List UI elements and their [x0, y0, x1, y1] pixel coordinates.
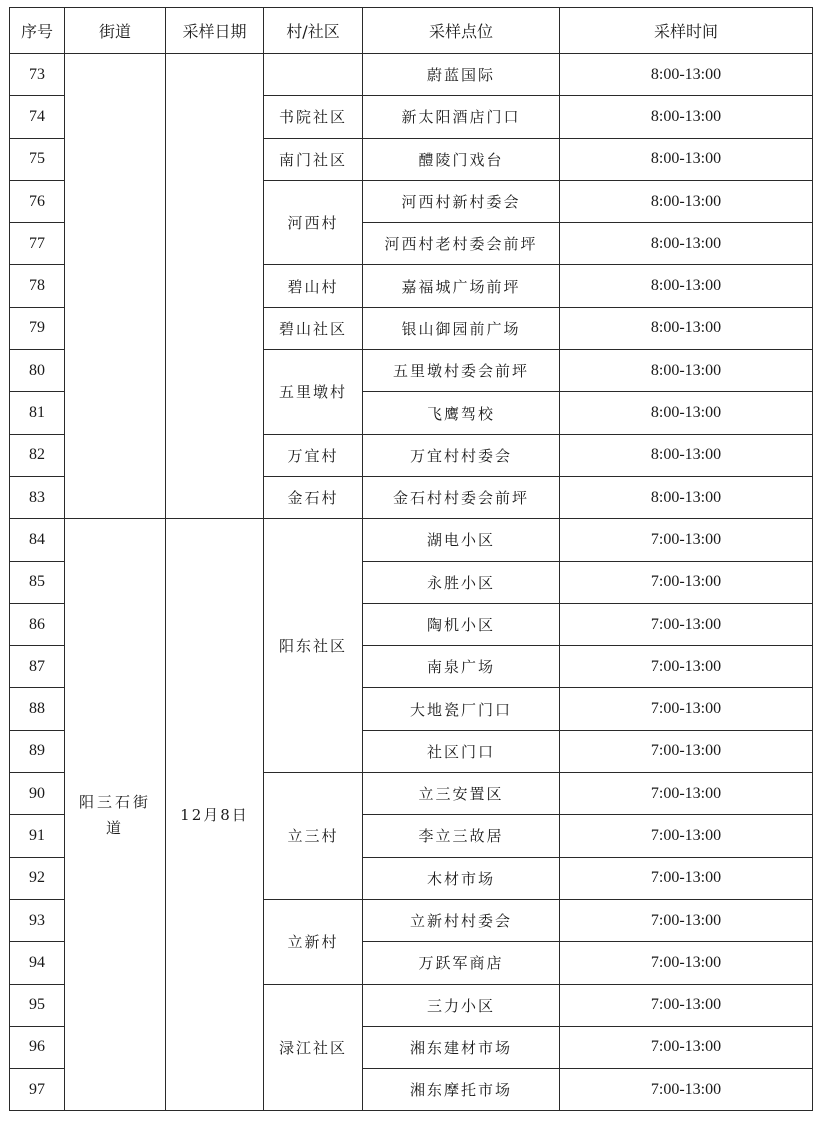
village-cell: 河西村 — [264, 180, 363, 265]
site-cell: 三力小区 — [363, 984, 560, 1026]
site-cell: 立三安置区 — [363, 773, 560, 815]
sampling-schedule-document — [9, 7, 812, 1118]
sampling-schedule-table — [9, 7, 813, 1111]
time-cell: 7:00-13:00 — [560, 646, 813, 688]
row-no: 86 — [10, 603, 65, 645]
site-cell: 河西村新村委会 — [363, 180, 560, 222]
date-cell — [166, 54, 264, 519]
street-name-line1: 阳三石街 — [78, 792, 151, 811]
time-cell: 7:00-13:00 — [560, 1026, 813, 1068]
time-cell: 8:00-13:00 — [560, 307, 813, 349]
village-cell: 五里墩村 — [264, 350, 363, 435]
table-row — [10, 519, 813, 561]
time-cell: 8:00-13:00 — [560, 223, 813, 265]
time-cell: 8:00-13:00 — [560, 96, 813, 138]
time-cell: 8:00-13:00 — [560, 434, 813, 476]
row-no: 92 — [10, 857, 65, 899]
time-cell: 8:00-13:00 — [560, 54, 813, 96]
row-no: 74 — [10, 96, 65, 138]
date-cell: 12月8日 — [166, 519, 264, 1111]
site-cell: 飞鹰驾校 — [363, 392, 560, 434]
village-cell: 渌江社区 — [264, 984, 363, 1111]
header-date: 采样日期 — [166, 8, 264, 54]
row-no: 95 — [10, 984, 65, 1026]
table-row — [10, 54, 813, 96]
header-row — [10, 8, 813, 54]
site-cell: 万宜村村委会 — [363, 434, 560, 476]
row-no: 90 — [10, 773, 65, 815]
row-no: 94 — [10, 942, 65, 984]
site-cell: 木材市场 — [363, 857, 560, 899]
village-cell: 书院社区 — [264, 96, 363, 138]
header-time: 采样时间 — [560, 8, 813, 54]
time-cell: 7:00-13:00 — [560, 899, 813, 941]
time-cell: 7:00-13:00 — [560, 603, 813, 645]
row-no: 76 — [10, 180, 65, 222]
site-cell: 金石村村委会前坪 — [363, 476, 560, 518]
site-cell: 新太阳酒店门口 — [363, 96, 560, 138]
header-village: 村/社区 — [264, 8, 363, 54]
time-cell: 8:00-13:00 — [560, 138, 813, 180]
time-cell: 7:00-13:00 — [560, 984, 813, 1026]
site-cell: 湘东摩托市场 — [363, 1069, 560, 1111]
row-no: 87 — [10, 646, 65, 688]
time-cell: 7:00-13:00 — [560, 942, 813, 984]
time-cell: 7:00-13:00 — [560, 730, 813, 772]
site-cell: 醴陵门戏台 — [363, 138, 560, 180]
village-cell: 南门社区 — [264, 138, 363, 180]
site-cell: 五里墩村委会前坪 — [363, 350, 560, 392]
row-no: 83 — [10, 476, 65, 518]
village-cell: 万宜村 — [264, 434, 363, 476]
row-no: 75 — [10, 138, 65, 180]
row-no: 89 — [10, 730, 65, 772]
site-cell: 立新村村委会 — [363, 899, 560, 941]
row-no: 81 — [10, 392, 65, 434]
village-cell: 阳东社区 — [264, 519, 363, 773]
village-cell: 立三村 — [264, 773, 363, 900]
time-cell: 8:00-13:00 — [560, 265, 813, 307]
street-cell — [65, 519, 166, 1111]
row-no: 79 — [10, 307, 65, 349]
village-cell — [264, 54, 363, 96]
row-no: 88 — [10, 688, 65, 730]
time-cell: 8:00-13:00 — [560, 392, 813, 434]
time-cell: 7:00-13:00 — [560, 815, 813, 857]
time-cell: 7:00-13:00 — [560, 688, 813, 730]
row-no: 80 — [10, 350, 65, 392]
street-name-line2: 道 — [105, 818, 124, 837]
site-cell: 嘉福城广场前坪 — [363, 265, 560, 307]
row-no: 84 — [10, 519, 65, 561]
header-site: 采样点位 — [363, 8, 560, 54]
row-no: 78 — [10, 265, 65, 307]
village-cell: 碧山村 — [264, 265, 363, 307]
time-cell: 8:00-13:00 — [560, 350, 813, 392]
site-cell: 湘东建材市场 — [363, 1026, 560, 1068]
time-cell: 7:00-13:00 — [560, 773, 813, 815]
row-no: 85 — [10, 561, 65, 603]
time-cell: 8:00-13:00 — [560, 180, 813, 222]
time-cell: 8:00-13:00 — [560, 476, 813, 518]
village-cell: 立新村 — [264, 899, 363, 984]
site-cell: 李立三故居 — [363, 815, 560, 857]
site-cell: 永胜小区 — [363, 561, 560, 603]
row-no: 96 — [10, 1026, 65, 1068]
row-no: 82 — [10, 434, 65, 476]
street-cell — [65, 54, 166, 519]
time-cell: 7:00-13:00 — [560, 857, 813, 899]
header-street: 街道 — [65, 8, 166, 54]
site-cell: 万跃军商店 — [363, 942, 560, 984]
time-cell: 7:00-13:00 — [560, 519, 813, 561]
site-cell: 社区门口 — [363, 730, 560, 772]
row-no: 77 — [10, 223, 65, 265]
row-no: 93 — [10, 899, 65, 941]
site-cell: 湖电小区 — [363, 519, 560, 561]
time-cell: 7:00-13:00 — [560, 1069, 813, 1111]
site-cell: 银山御园前广场 — [363, 307, 560, 349]
header-no: 序号 — [10, 8, 65, 54]
site-cell: 大地瓷厂门口 — [363, 688, 560, 730]
row-no: 73 — [10, 54, 65, 96]
site-cell: 南泉广场 — [363, 646, 560, 688]
row-no: 97 — [10, 1069, 65, 1111]
site-cell: 蔚蓝国际 — [363, 54, 560, 96]
site-cell: 陶机小区 — [363, 603, 560, 645]
village-cell: 碧山社区 — [264, 307, 363, 349]
time-cell: 7:00-13:00 — [560, 561, 813, 603]
village-cell: 金石村 — [264, 476, 363, 518]
row-no: 91 — [10, 815, 65, 857]
site-cell: 河西村老村委会前坪 — [363, 223, 560, 265]
